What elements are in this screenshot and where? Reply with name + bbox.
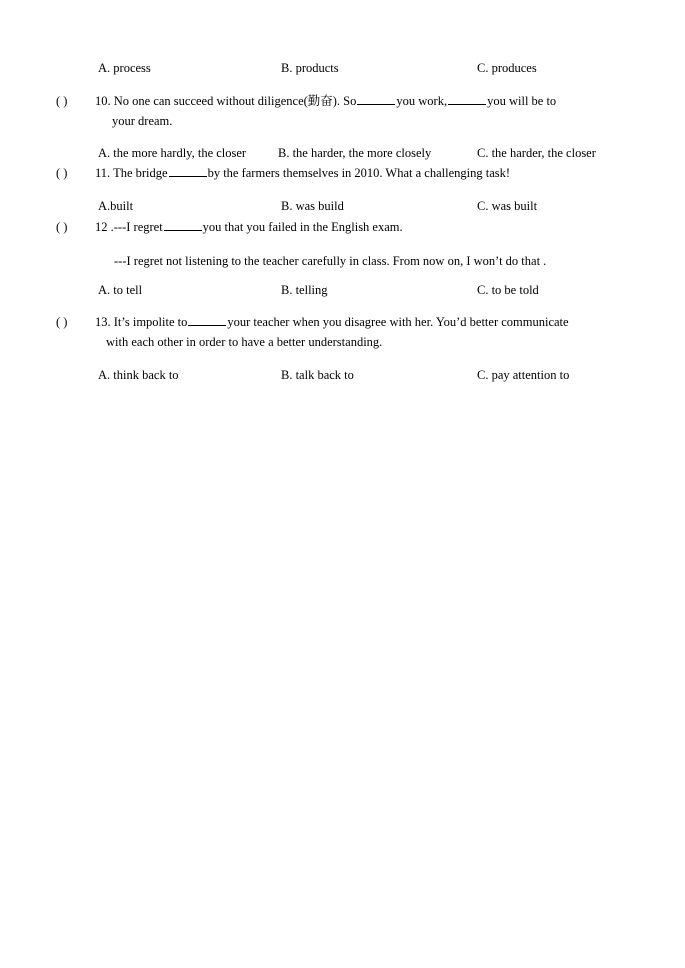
q11-text-a: The bridge [113,166,168,180]
q12-blank [164,219,202,231]
q10-number: 10. [95,94,111,108]
q13-blank [188,314,226,326]
q12-option-c: C. to be told [477,283,539,297]
q10-text-c: you will be to [487,94,557,108]
q10-stem-line1 [95,93,556,109]
q9-option-c: C. produces [477,61,537,75]
q9-option-b: B. products [281,61,339,75]
q12-option-a: A. to tell [98,283,143,297]
q12-stem [95,219,403,235]
q10-option-a: A. the more hardly, the closer [98,146,247,160]
q11-text-b: by the farmers themselves in 2010. What a challenging task! [207,166,511,180]
q10-answer-bracket: ( ) [56,94,68,108]
q10-option-c: C. the harder, the closer [477,146,596,160]
q10-blank-2 [448,93,486,105]
q12-text-a: ---I regret [113,220,163,234]
q12-number: 12 . [95,220,114,234]
q13-text-a: It’s impolite to [113,315,188,329]
q11-number: 11. [95,166,111,180]
q10-text-b: you work, [396,94,448,108]
q11-option-b: B. was build [281,199,344,213]
q13-answer-bracket: ( ) [56,315,68,329]
q11-stem [95,165,510,181]
q13-option-b: B. talk back to [281,368,354,382]
q13-text-b: your teacher when you disagree with her. You’d better communicate [227,315,569,329]
q9-option-a: A. process [98,61,151,75]
q13-option-c: C. pay attention to [477,368,570,382]
q11-blank [169,165,207,177]
q12-answer-bracket: ( ) [56,220,68,234]
q13-number: 13. [95,315,111,329]
q12-reply: ---I regret not listening to the teacher carefully in class. From now on, I won’t do that . [114,254,547,268]
q10-stem-line2: your dream. [112,114,173,128]
q11-answer-bracket: ( ) [56,166,68,180]
q11-option-c: C. was built [477,199,538,213]
q10-option-b: B. the harder, the more closely [278,146,432,160]
q13-option-a: A. think back to [98,368,179,382]
q12-option-b: B. telling [281,283,328,297]
q10-blank-1 [357,93,395,105]
q10-text-a: No one can succeed without diligence(勤奋). So [113,94,357,108]
q12-text-b: you that you failed in the English exam. [202,220,403,234]
q11-option-a: A.built [98,199,134,213]
q13-stem-line2: with each other in order to have a better understanding. [106,335,383,349]
q13-stem-line1 [95,314,569,330]
